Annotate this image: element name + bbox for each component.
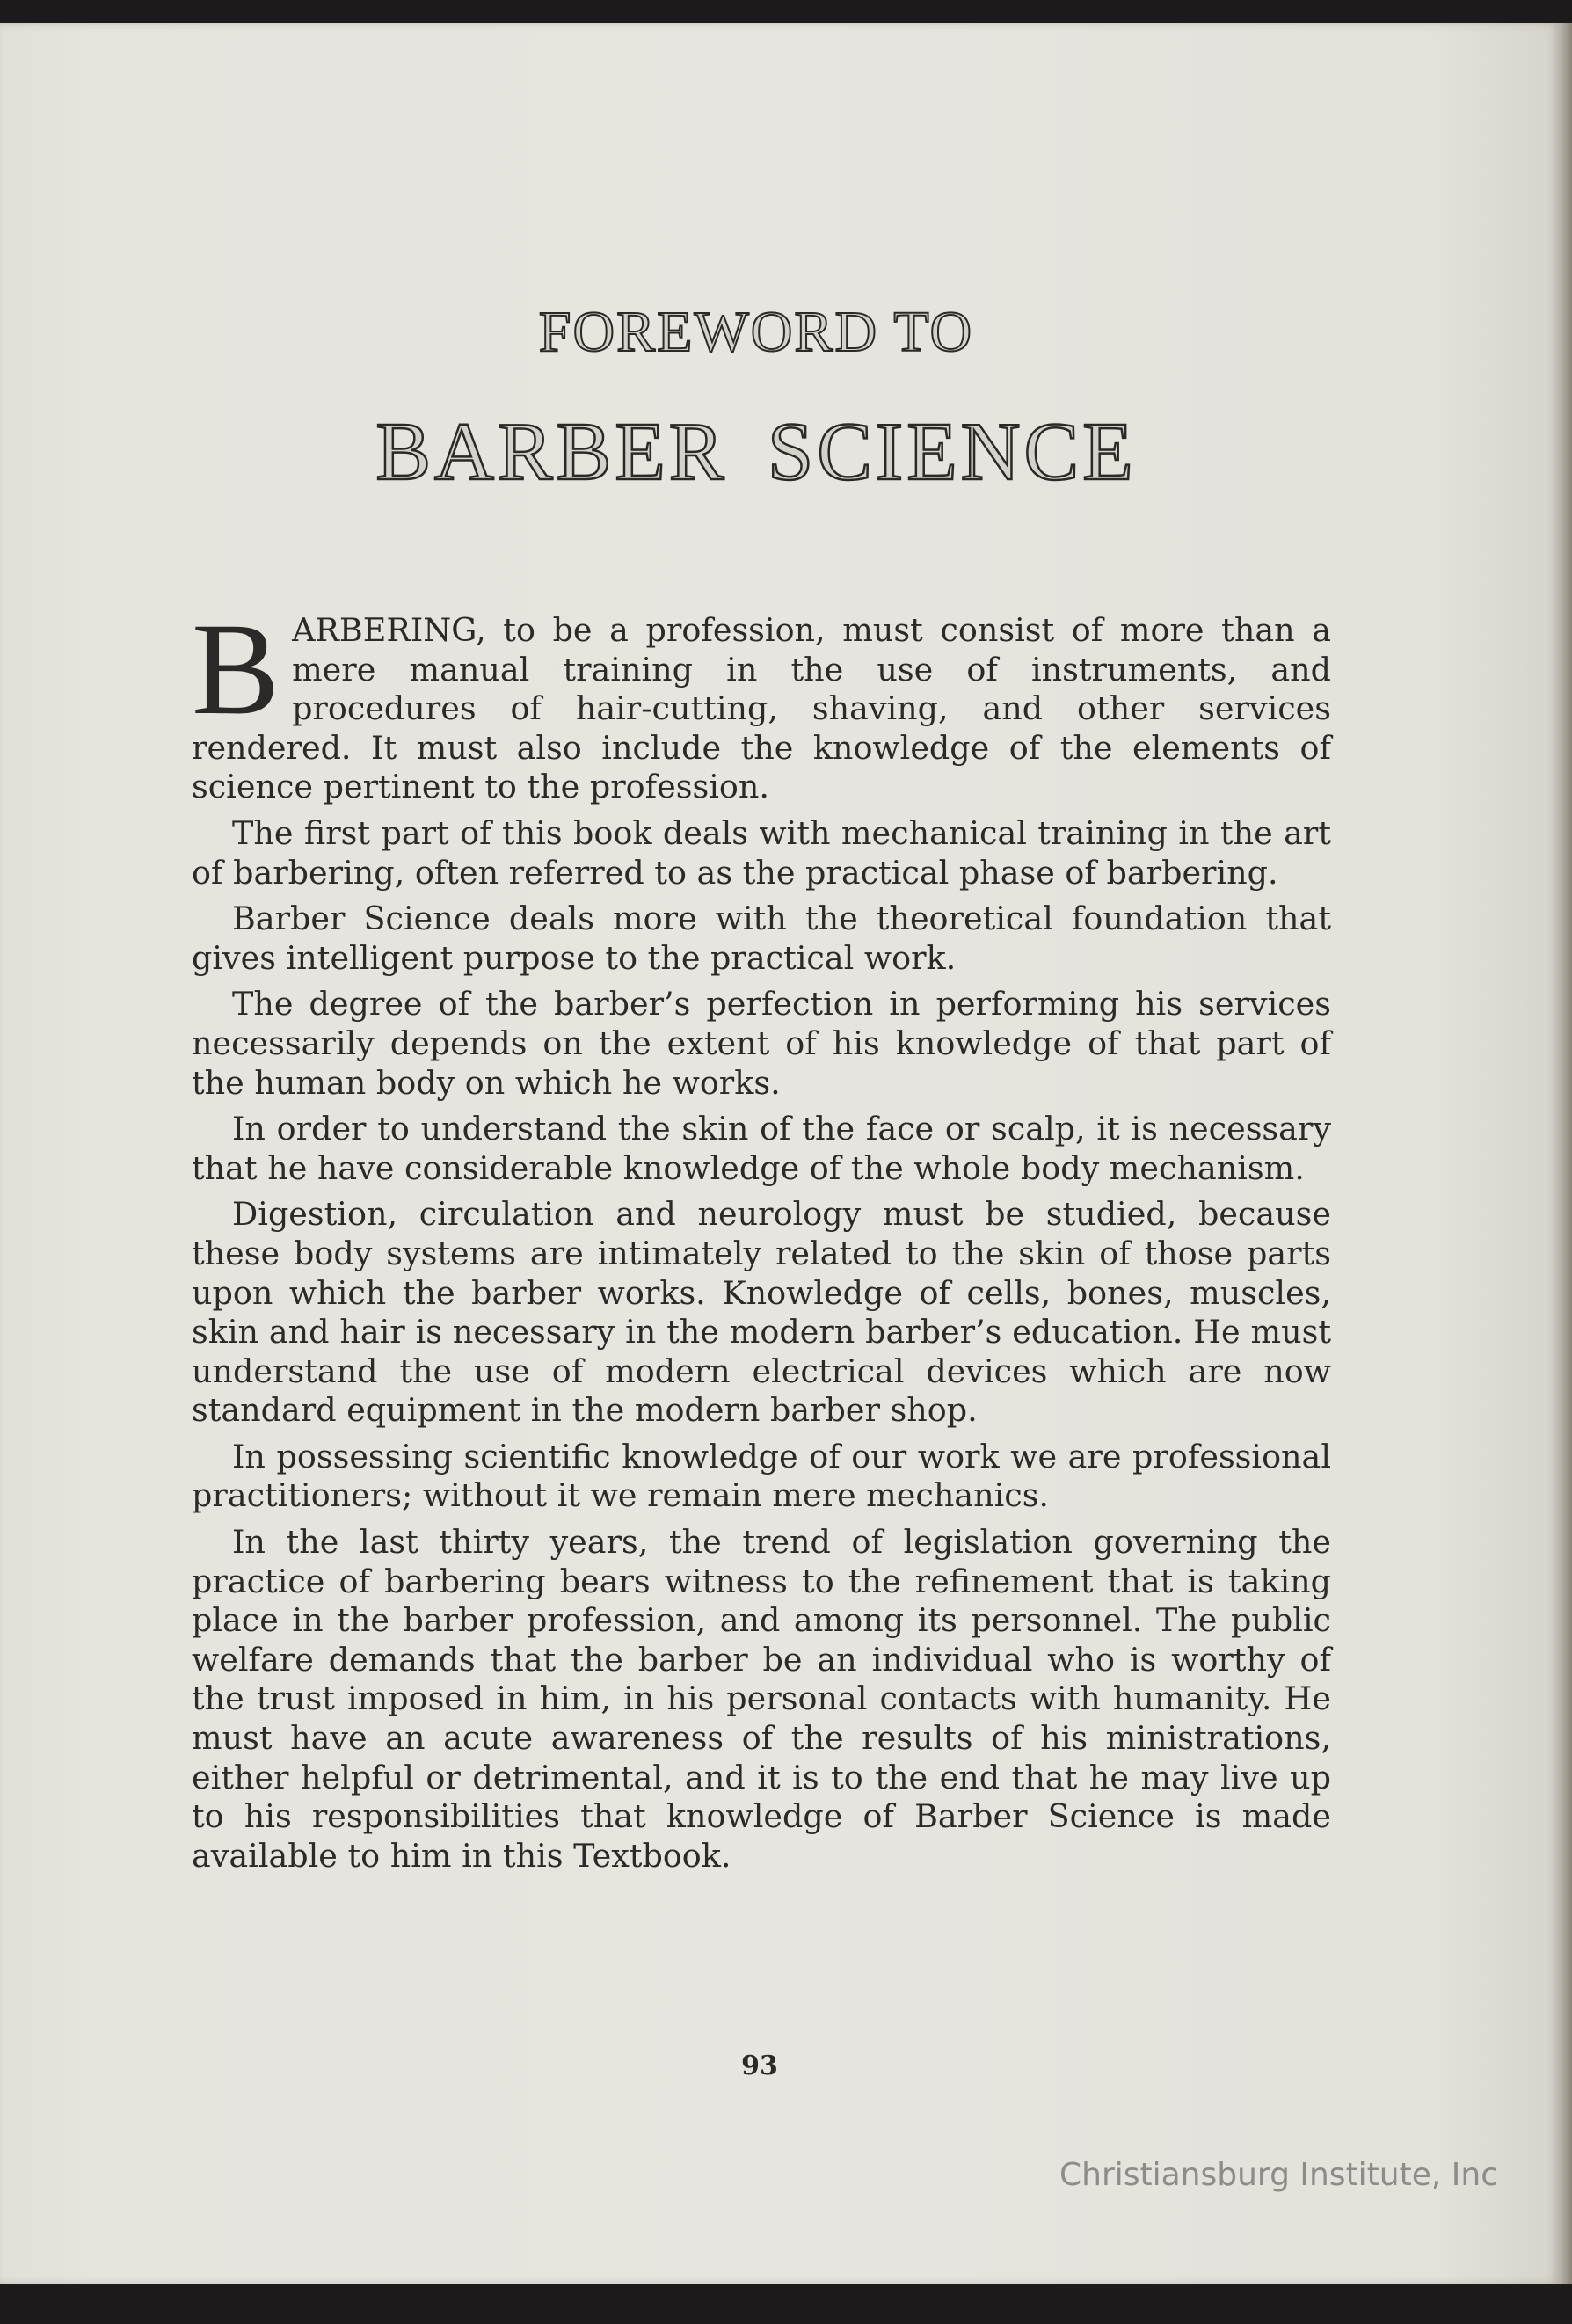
paragraph-4: The degree of the barber’s perfection in performing his services necessarily depends on the extent of his knowledge of that part of the human body on which he works. xyxy=(192,985,1331,1102)
drop-cap: B xyxy=(192,596,280,742)
heading-barber-science: BARBER SCIENCE xyxy=(375,406,1137,498)
watermark: Christiansburg Institute, Inc xyxy=(1059,2157,1498,2193)
paragraph-7: In possessing scientific knowledge of our work we are professional practitioners; without it we remain mere mechanics. xyxy=(192,1437,1331,1515)
paragraph-6: Digestion, circulation and neurology must be studied, because these body systems are intimately related to the skin of those parts upon which the barber works. Knowledge of cells, bones, muscles, skin and hair is necessary in the modern barber’s education. He must understand the use of modern electrical devices which are now standard equipment in the modern barber shop. xyxy=(192,1195,1331,1430)
page-edge xyxy=(1561,23,1572,2284)
paragraph-1 xyxy=(192,596,1331,807)
paragraph-8: In the last thirty years, the trend of legislation governing the practice of barbering bears witness to the refinement that is taking place in the barber profession, and among its personnel. The public welfare demands that the barber be an individual who is worthy of the trust imposed in him, in his personal contacts with humanity. He must have an acute awareness of the results of his ministrations, either helpful or detrimental, and it is to the end that he may live up to his responsibilities that knowledge of Barber Science is made available to him in this Textbook. xyxy=(192,1523,1331,1875)
paragraph-1-text: ARBERING, to be a profession, must consist of more than a mere manual training in the use of instruments, and procedures of hair-cutting, shaving, and other services rendered. It must also include the knowledge of the elements of science pertinent to the profession. xyxy=(192,611,1331,806)
foreword-body xyxy=(192,596,1331,1883)
paragraph-2: The first part of this book deals with mechanical training in the art of barbering, often referred to as the practical phase of barbering. xyxy=(192,813,1331,892)
heading-foreword-to: FOREWORD TO xyxy=(538,300,974,364)
paragraph-5: In order to understand the skin of the face or scalp, it is necessary that he have considerable knowledge of the whole body mechanism. xyxy=(192,1110,1331,1187)
page-number: 93 xyxy=(741,2051,778,2081)
paragraph-3: Barber Science deals more with the theoretical foundation that gives intelligent purpose to the practical work. xyxy=(192,900,1331,977)
